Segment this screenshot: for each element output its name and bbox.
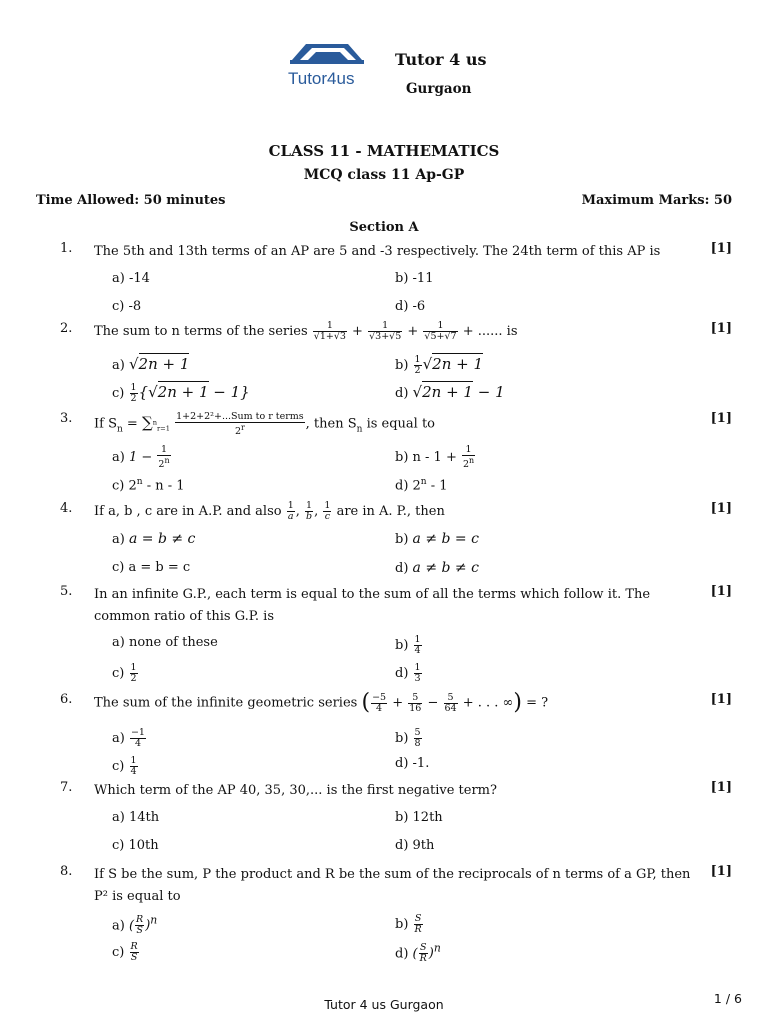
- option-b[interactable]: b) n - 1 + $\frac{1}{2^n}$: [395, 444, 475, 471]
- question-text: In an infinite G.P., each term is equal to the sum of all the terms which follow it. The common ratio of this G.P. is: [94, 587, 651, 624]
- question-marks: [1]: [710, 241, 732, 256]
- question-number: 7.: [60, 780, 73, 795]
- question-marks: [1]: [710, 501, 732, 516]
- question-text: The sum of the infinite geometric series ( $\frac{-5}{4}$ + $\frac{5}{16}$ − $\frac{5}{64}$ + . . . ∞) = ?: [94, 690, 549, 715]
- question-text-pre: The sum to n terms of the series: [94, 324, 308, 339]
- question-number: 1.: [60, 241, 73, 256]
- question-text: If $S_n = \sum^n_{r=1}$ $\frac{\text{1+2+2²+...Sum to r terms}}{2^r}$ , then $S_n$ is equal to: [94, 410, 436, 437]
- fraction-term: $\frac{1}{√5+√7}$: [424, 320, 457, 342]
- tutor4us-logo: [286, 40, 366, 92]
- org-city: Gurgaon: [406, 81, 472, 97]
- option-d[interactable]: d) √2n + 1 − 1: [395, 383, 505, 401]
- maximum-marks: Maximum Marks: 50: [581, 193, 732, 208]
- question-number: 4.: [60, 501, 73, 516]
- option-c[interactable]: c) -8: [112, 299, 142, 314]
- question-marks: [1]: [710, 692, 732, 707]
- option-d[interactable]: d) -1.: [395, 756, 430, 771]
- question-number: 6.: [60, 692, 73, 707]
- question-number: 2.: [60, 321, 73, 336]
- option-a[interactable]: a) a = b ≠ c: [112, 531, 196, 547]
- question-marks: [1]: [710, 584, 732, 599]
- option-b[interactable]: b) -11: [395, 271, 434, 286]
- svg-text:Tutor4us: Tutor4us: [288, 69, 355, 88]
- option-a[interactable]: a) $\frac{-1}{4}$: [112, 727, 145, 749]
- option-c[interactable]: c) $\frac{1}{2}$: [112, 662, 137, 684]
- option-a[interactable]: a) ( $\frac{R}{S}$ )$^n$: [112, 914, 158, 937]
- section-heading: Section A: [349, 220, 419, 235]
- question-text: The 5th and 13th terms of an AP are 5 and -3 respectively. The 24th term of this AP is: [94, 244, 661, 259]
- option-b[interactable]: b) $\frac{S}{R}$: [395, 913, 422, 935]
- time-allowed: Time Allowed: 50 minutes: [36, 193, 226, 208]
- fraction-term: $\frac{\text{1+2+2²+...Sum to r terms}}{2^r}$: [176, 410, 304, 437]
- question-marks: [1]: [710, 321, 732, 336]
- document-title: CLASS 11 - MATHEMATICS: [268, 142, 500, 160]
- option-a[interactable]: a) √2n + 1: [112, 355, 190, 373]
- option-c[interactable]: c) $\frac{R}{S}$: [112, 941, 138, 963]
- page-footer: Tutor 4 us Gurgaon: [324, 997, 444, 1012]
- option-b[interactable]: b) 12th: [395, 810, 443, 825]
- option-b[interactable]: b) $\frac{1}{4}$: [395, 634, 421, 656]
- option-b[interactable]: b) $\frac{1}{2}$ √2n + 1: [395, 354, 484, 376]
- question-text: If a, b , c are in A.P. and also $\frac{1}{a}$ , $\frac{1}{b}$ , $\frac{1}{c}$ are in A. P., then: [94, 500, 445, 522]
- document-subtitle: MCQ class 11 Ap-GP: [303, 167, 465, 183]
- option-d[interactable]: d) -6: [395, 299, 426, 314]
- question-text-post: + ...... is: [462, 324, 518, 339]
- fraction-term: $\frac{1}{√1+√3}$: [313, 320, 346, 342]
- option-c[interactable]: c) 2$^n$ - n - 1: [112, 477, 185, 494]
- option-b[interactable]: b) $\frac{5}{8}$: [395, 727, 421, 749]
- option-d[interactable]: d) ( $\frac{S}{R}$ )$^n$: [395, 942, 441, 965]
- question-number: 8.: [60, 864, 73, 879]
- option-d[interactable]: d) a ≠ b ≠ c: [395, 560, 479, 576]
- question-text: The sum to n terms of the series $\frac{1}{√1+√3}$ + $\frac{1}{√3+√5}$ + $\frac{1}{√5+√7}$ + ...... is: [94, 320, 518, 342]
- question-marks: [1]: [710, 411, 732, 426]
- option-a[interactable]: a) none of these: [112, 635, 218, 650]
- question-marks: [1]: [710, 780, 732, 795]
- fraction-term: $\frac{1}{√3+√5}$: [369, 320, 402, 342]
- question-text: Which term of the AP 40, 35, 30,... is the first negative term?: [94, 783, 497, 798]
- option-a[interactable]: a) 14th: [112, 810, 160, 825]
- option-d[interactable]: d) 9th: [395, 838, 435, 853]
- question-text: If S be the sum, P the product and R be the sum of the reciprocals of n terms of a GP, then P² is equal to: [94, 867, 691, 904]
- option-a[interactable]: a) 1 − $\frac{1}{2^n}$: [112, 444, 170, 471]
- option-c[interactable]: c) 10th: [112, 838, 159, 853]
- question-number: 3.: [60, 411, 73, 426]
- option-c[interactable]: c) $\frac{1}{4}$: [112, 755, 137, 777]
- option-d[interactable]: d) 2$^n$ - 1: [395, 477, 448, 494]
- org-name: Tutor 4 us: [395, 50, 487, 69]
- question-marks: [1]: [710, 864, 732, 879]
- page-number: 1 / 6: [713, 991, 742, 1006]
- option-d[interactable]: d) $\frac{1}{3}$: [395, 662, 421, 684]
- option-c[interactable]: c) $\frac{1}{2}$ {√2n + 1 − 1}: [112, 382, 250, 404]
- option-b[interactable]: b) a ≠ b = c: [395, 531, 479, 547]
- option-a[interactable]: a) -14: [112, 271, 150, 286]
- question-number: 5.: [60, 584, 73, 599]
- option-c[interactable]: c) a = b = c: [112, 560, 191, 575]
